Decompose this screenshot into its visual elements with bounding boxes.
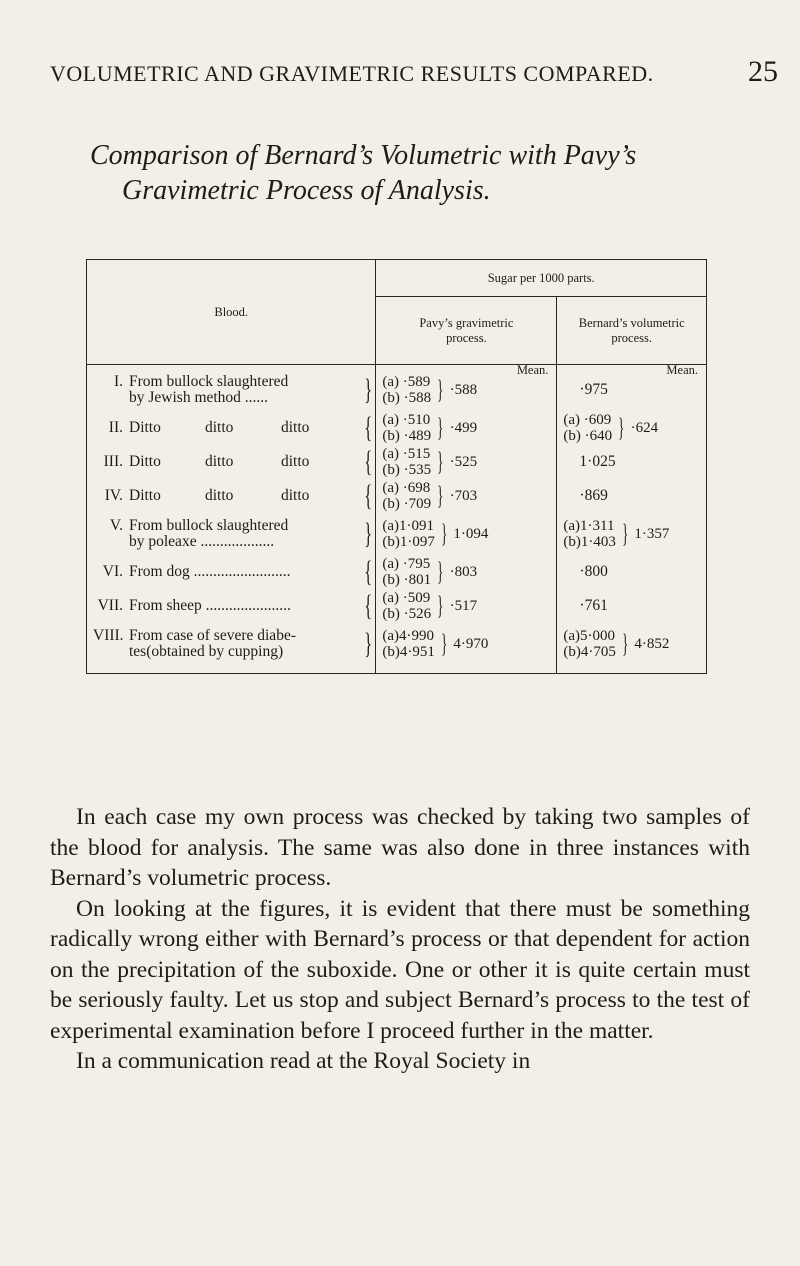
blood-column: [87, 365, 376, 674]
blood-row-3: [87, 445, 375, 479]
ditto-text: ditto: [205, 419, 234, 436]
ditto-text: ditto: [205, 487, 234, 504]
blood-row-4: [87, 479, 375, 513]
brace: {: [364, 479, 373, 512]
header-bernard-line-2: process.: [611, 330, 653, 345]
mean-value: ·703: [449, 487, 478, 504]
mean-value: ·624: [630, 419, 659, 436]
blood-label: From sheep ......................: [129, 597, 291, 614]
blood-label-cont: by poleaxe ...................: [129, 533, 275, 550]
value-b: (b) ·526: [382, 606, 432, 622]
bernard-mean-label: Mean.: [666, 363, 698, 377]
page-header: [50, 55, 778, 89]
brace: }: [437, 557, 444, 586]
mean-value: ·499: [449, 419, 478, 436]
page-number: 25: [748, 55, 778, 88]
value-b: (b) ·801: [382, 572, 432, 588]
value-b: (b) ·489: [382, 428, 432, 444]
brace: }: [437, 591, 444, 620]
brace: }: [441, 519, 448, 548]
mean-value: ·517: [449, 597, 478, 614]
row-numeral: V.: [109, 517, 123, 534]
value-b: (b) ·640: [563, 428, 613, 444]
brace: }: [622, 629, 629, 658]
title-line-2: Gravimetric Process of Analysis.: [122, 175, 491, 206]
header-pavy-line-2: process.: [446, 330, 487, 345]
bernard-value: ·869: [579, 487, 608, 504]
pavy-row-6: [376, 555, 556, 589]
value-b: (b) ·588: [382, 390, 432, 406]
value-a: (a)1·311: [563, 518, 615, 534]
mean-value: ·525: [449, 453, 478, 470]
paragraph-2: On looking at the figures, it is evident that there must be something radically wrong either with Bernard’s process or that dependent for action on the precipitation of the suboxide. One or other it is quite certain must be seriously faulty. Let us stop and subject Bernard’s process to the test of experimental examination before I proceed further in the matter.: [50, 895, 750, 1044]
row-numeral: VIII.: [93, 627, 124, 644]
pavy-row-1: [376, 369, 556, 411]
blood-row-6: [87, 555, 375, 589]
brace: {: [364, 589, 373, 622]
ditto-text: Ditto: [129, 419, 161, 436]
running-head: VOLUMETRIC AND GRAVIMETRIC RESULTS COMPARED.: [50, 61, 654, 86]
mean-value: ·803: [449, 563, 478, 580]
brace: {: [364, 411, 373, 444]
mean-value: ·588: [449, 381, 478, 398]
table-title: [90, 138, 710, 208]
blood-label: From case of severe diabe-: [129, 627, 296, 644]
bernard-row-1: [557, 369, 706, 411]
brace: }: [437, 481, 444, 510]
header-pavy-line-1: Pavy’s gravimetric: [419, 315, 514, 330]
pavy-row-8: [376, 623, 556, 665]
bernard-row-5: [557, 513, 706, 555]
bernard-value: ·975: [579, 381, 608, 398]
bernard-row-8: [557, 623, 706, 665]
brace: }: [441, 629, 448, 658]
mean-value: 1·357: [634, 525, 670, 542]
brace: }: [622, 519, 629, 548]
header-pavy: [376, 297, 557, 365]
ditto-text: ditto: [281, 453, 310, 470]
pavy-column: [376, 365, 557, 674]
bernard-row-6: [557, 555, 706, 589]
brace: }: [364, 373, 373, 406]
brace: }: [618, 413, 625, 442]
table-header-row-1: [87, 260, 707, 297]
pavy-mean-label: Mean.: [516, 363, 549, 377]
brace: }: [437, 447, 444, 476]
value-a: (a)1·091: [382, 518, 435, 534]
title-line-1: Comparison of Bernard’s Volumetric with Pavy’s: [90, 140, 637, 171]
value-b: (b) ·535: [382, 462, 432, 478]
bernard-value: 1·025: [579, 453, 616, 470]
row-numeral: II.: [108, 419, 123, 436]
header-sugar-per-1000: Sugar per 1000 parts.: [376, 260, 707, 297]
value-b: (b)1·403: [563, 534, 616, 550]
ditto-text: ditto: [281, 419, 310, 436]
table-body-row: [87, 365, 707, 674]
bernard-row-7: [557, 589, 706, 623]
row-numeral: VI.: [102, 563, 123, 580]
brace: {: [364, 555, 373, 588]
blood-label-cont: by Jewish method ......: [129, 389, 269, 406]
blood-label: From bullock slaughtered: [129, 373, 289, 390]
brace: }: [437, 413, 444, 442]
value-a: (a) ·515: [382, 446, 431, 462]
bernard-row-3: [557, 445, 706, 479]
row-numeral: VII.: [97, 597, 123, 614]
value-a: (a)4·990: [382, 628, 435, 644]
blood-label-cont: tes(obtained by cupping): [129, 643, 284, 660]
ditto-text: Ditto: [129, 453, 161, 470]
paragraph-1: In each case my own process was checked by taking two samples of the blood for analysis. The same was also done in three instances with Bernard’s volumetric process.: [50, 804, 750, 891]
bernard-value: ·761: [579, 597, 608, 614]
brace: }: [364, 627, 373, 660]
value-b: (b) ·709: [382, 496, 432, 512]
blood-row-5: [87, 513, 375, 555]
value-b: (b)4·951: [382, 644, 435, 660]
blood-row-8: [87, 623, 375, 665]
ditto-text: ditto: [205, 453, 234, 470]
value-a: (a) ·795: [382, 556, 431, 572]
row-numeral: IV.: [104, 487, 123, 504]
value-a: (a) ·698: [382, 480, 431, 496]
pavy-row-5: [376, 513, 556, 555]
body-text: [50, 802, 750, 1077]
value-a: (a) ·509: [382, 590, 431, 606]
header-bernard: [557, 297, 707, 365]
pavy-row-3: [376, 445, 556, 479]
blood-row-1: [87, 369, 375, 411]
blood-row-7: [87, 589, 375, 623]
blood-label: From dog .........................: [129, 563, 291, 580]
value-a: (a)5·000: [563, 628, 616, 644]
pavy-row-7: [376, 589, 556, 623]
pavy-row-4: [376, 479, 556, 513]
header-bernard-line-1: Bernard’s volumetric: [578, 315, 685, 330]
blood-row-2: [87, 411, 375, 445]
mean-value: 4·970: [453, 635, 489, 652]
brace: }: [437, 375, 444, 404]
paragraph-3: In a communication read at the Royal Society in: [76, 1048, 531, 1074]
bernard-row-4: [557, 479, 706, 513]
value-b: (b)1·097: [382, 534, 435, 550]
ditto-text: Ditto: [129, 487, 161, 504]
ditto-text: ditto: [281, 487, 310, 504]
mean-value: 4·852: [634, 635, 670, 652]
mean-value: 1·094: [453, 525, 489, 542]
row-numeral: I.: [113, 373, 123, 390]
comparison-table: [86, 259, 707, 674]
value-a: (a) ·510: [382, 412, 431, 428]
pavy-row-2: [376, 411, 556, 445]
bernard-row-2: [557, 411, 706, 445]
row-numeral: III.: [103, 453, 123, 470]
blood-label: From bullock slaughtered: [129, 517, 289, 534]
brace: }: [364, 517, 373, 550]
bernard-value: ·800: [579, 563, 608, 580]
value-a: (a) ·589: [382, 374, 431, 390]
value-a: (a) ·609: [563, 412, 612, 428]
header-blood: Blood.: [87, 260, 376, 365]
bernard-column: [557, 365, 707, 674]
brace: {: [364, 445, 373, 478]
value-b: (b)4·705: [563, 644, 616, 660]
